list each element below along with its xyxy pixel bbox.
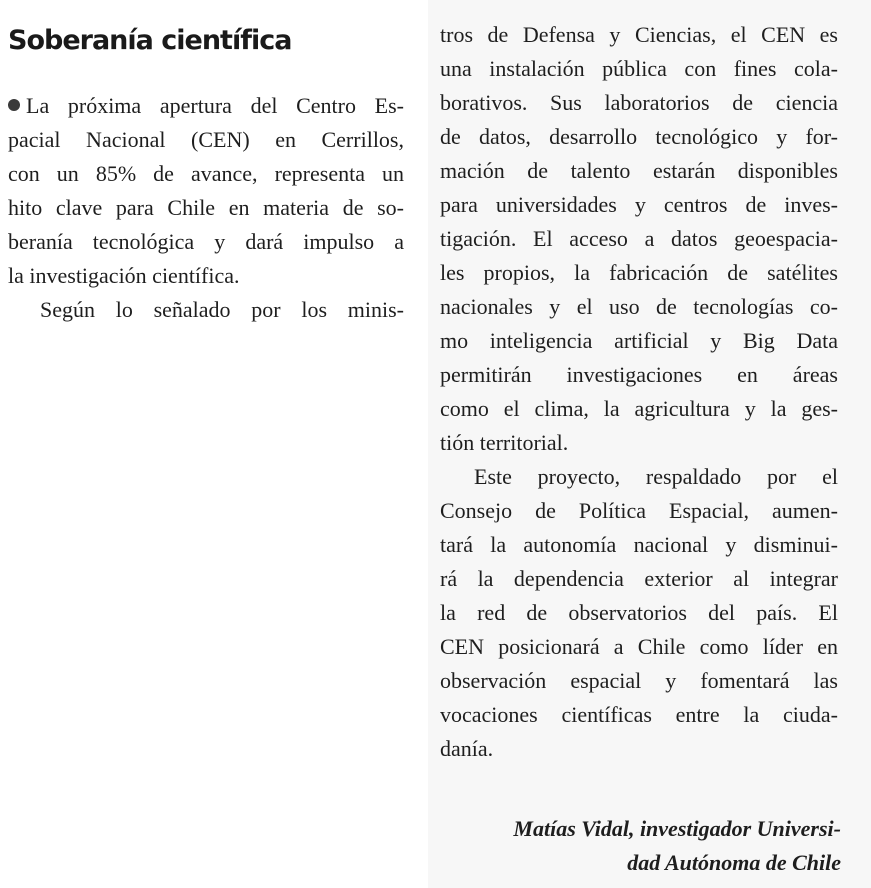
right-text-line: vocaciones científicas entre la ciuda-: [440, 702, 838, 727]
right-text-line: les propios, la fabricación de satélites: [440, 260, 838, 285]
left-text-line: pacial Nacional (CEN) en Cerrillos,: [8, 127, 404, 152]
right-text-line: permitirán investigaciones en áreas: [440, 362, 838, 387]
left-text-line: la investigación científica.: [8, 263, 240, 288]
left-column: [0, 0, 416, 340]
right-text-line: Consejo de Política Espacial, aumen-: [440, 498, 838, 523]
right-text-line: de datos, desarrollo tecnológico y for-: [440, 124, 838, 149]
right-text-line: Este proyecto, respaldado por el: [474, 464, 838, 489]
right-text-line: nacionales y el uso de tecnologías co-: [440, 294, 838, 319]
right-text-line: una instalación pública con fines cola-: [440, 56, 838, 81]
left-text-line: Según lo señalado por los minis-: [40, 297, 404, 322]
right-text-line: mo inteligencia artificial y Big Data: [440, 328, 838, 353]
headline: Soberanía científica: [8, 25, 292, 56]
left-text-line: con un 85% de avance, representa un: [8, 161, 404, 186]
author-signature-line-1: Matías Vidal, investigador Universi-: [513, 816, 841, 841]
right-text-line: borativos. Sus laboratorios de ciencia: [440, 90, 838, 115]
right-text-line: observación espacial y fomentará las: [440, 668, 838, 693]
right-text-line: la red de observatorios del país. El: [440, 600, 838, 625]
left-text-line: beranía tecnológica y dará impulso a: [8, 229, 404, 254]
right-text-line: para universidades y centros de inves-: [440, 192, 838, 217]
right-text-line: danía.: [440, 736, 494, 761]
right-text-line: tros de Defensa y Ciencias, el CEN es: [440, 22, 838, 47]
left-text-line: hito clave para Chile en materia de so-: [8, 195, 404, 220]
right-text-line: tará la autonomía nacional y disminui-: [440, 532, 838, 557]
right-text-line: mación de talento estarán disponibles: [440, 158, 838, 183]
right-text-line: tigación. El acceso a datos geoespacia-: [440, 226, 838, 251]
bullet-icon: [8, 99, 20, 111]
right-text-line: CEN posicionará a Chile como líder en: [440, 634, 838, 659]
author-signature-line-2: dad Autónoma de Chile: [627, 850, 841, 875]
left-text-line: La próxima apertura del Centro Es-: [8, 93, 404, 119]
right-text-line: como el clima, la agricultura y la ges-: [440, 396, 838, 421]
right-text-line: rá la dependencia exterior al integrar: [440, 566, 838, 591]
right-column: [428, 0, 871, 888]
right-text-line: tión territorial.: [440, 430, 569, 455]
